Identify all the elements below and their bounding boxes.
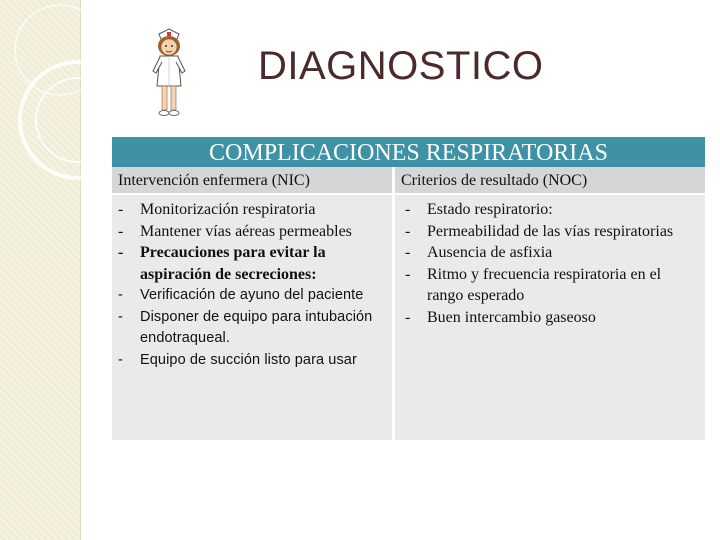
noc-item-text: Buen intercambio gaseoso — [427, 308, 596, 326]
table-header: COMPLICACIONES RESPIRATORIAS — [112, 137, 705, 167]
list-dash: - — [118, 244, 124, 261]
list-dash: - — [405, 308, 411, 326]
nurse-illustration — [145, 26, 193, 122]
column-divider — [392, 167, 395, 440]
noc-column-body — [395, 194, 705, 440]
nic-column-heading — [112, 167, 392, 194]
list-dash: - — [405, 265, 411, 283]
nic-item-text: Mantener vías aéreas permeables — [140, 222, 352, 240]
nic-column-body — [112, 194, 392, 440]
noc-column-heading — [395, 167, 705, 194]
noc-item-text: Ritmo y frecuencia respiratoria en el rango esperado — [427, 265, 662, 304]
list-dash: - — [118, 287, 123, 303]
nic-noc-table — [112, 137, 705, 440]
list-item — [399, 264, 699, 307]
noc-item-text: Permeabilidad de las vías respiratorias — [427, 222, 674, 240]
noc-item-text: Ausencia de asfixia — [427, 244, 553, 261]
nic-item-text: Disponer de equipo para intubación endotraqueal. — [140, 308, 373, 346]
list-dash: - — [118, 201, 124, 218]
slide-title: DIAGNOSTICO — [258, 44, 544, 88]
noc-item-text: Estado respiratorio: — [427, 201, 553, 218]
nic-item-text: Equipo de succión listo para usar — [140, 351, 357, 368]
nic-heading-text: Intervención enfermera (NIC) — [118, 172, 310, 189]
list-dash: - — [405, 222, 411, 240]
row-divider — [112, 193, 705, 195]
list-item — [112, 199, 392, 221]
list-item — [112, 242, 392, 285]
list-item — [399, 307, 699, 329]
list-dash: - — [405, 244, 411, 261]
nic-item-text: Precauciones para evitar la aspiración de secreciones: — [140, 244, 326, 283]
list-item — [399, 199, 699, 221]
list-dash: - — [118, 308, 123, 325]
list-item — [112, 221, 392, 243]
list-item — [112, 307, 392, 350]
list-dash: - — [118, 222, 124, 240]
list-item — [112, 350, 392, 372]
noc-heading-text: Criterios de resultado (NOC) — [401, 172, 588, 189]
list-item — [399, 221, 699, 243]
nic-item-text: Monitorización respiratoria — [140, 201, 316, 218]
list-dash: - — [118, 351, 123, 368]
nic-item-text: Verificación de ayuno del paciente — [140, 287, 364, 303]
list-item — [399, 242, 699, 264]
list-dash: - — [405, 201, 411, 218]
list-item — [112, 285, 392, 307]
